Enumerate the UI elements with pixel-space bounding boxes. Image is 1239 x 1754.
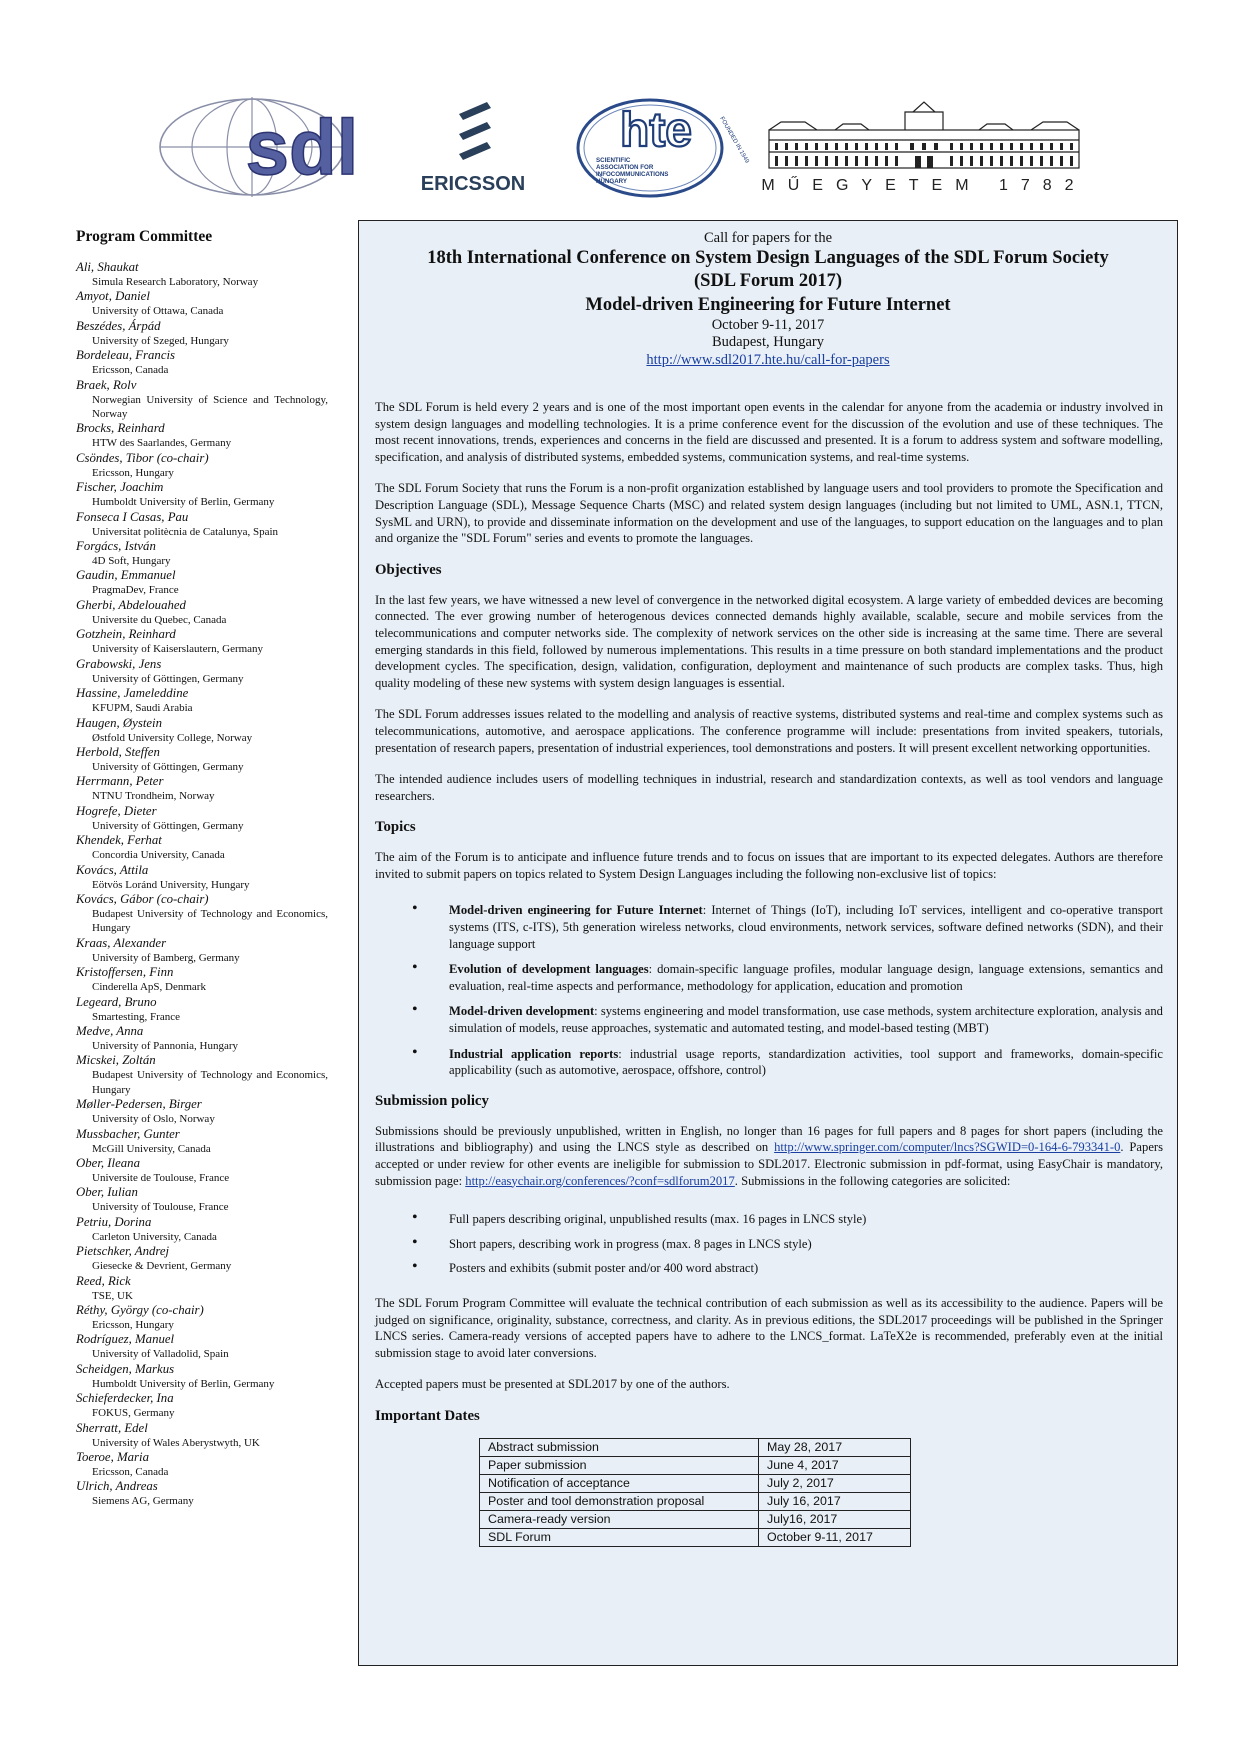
member-affiliation: McGill University, Canada (92, 1142, 211, 1155)
member-name: Mussbacher, Gunter (76, 1126, 180, 1141)
committee-member (76, 1127, 328, 1156)
hte-caption-line: INFOCOMMUNICATIONS (596, 171, 669, 178)
topic-text: : systems engineering and model transformation, use case methods, system architecture exploration, analysis and simulation of models, reuse approaches, systematic and automated testing, and model-based testing (MBT) (449, 1004, 1163, 1036)
member-affiliation: Norwegian University of Science and Technology, Norway (92, 393, 328, 421)
member-name: Kovács, Gábor (co-chair) (76, 891, 209, 906)
date-event: Poster and tool demonstration proposal (480, 1492, 759, 1510)
member-name: Hassine, Jameleddine (76, 686, 189, 701)
conference-dates: October 9-11, 2017 (711, 317, 825, 333)
member-name: Beszédes, Árpád (76, 318, 161, 333)
member-name: Kristoffersen, Finn (76, 965, 174, 980)
committee-member (76, 995, 328, 1024)
member-affiliation: Concordia University, Canada (92, 849, 225, 862)
submission-text: . Submissions in the following categories are solicited: (734, 1173, 1011, 1188)
committee-member (76, 480, 328, 509)
member-affiliation: Eötvös Loránd University, Hungary (92, 878, 250, 891)
member-affiliation: TSE, UK (92, 1289, 133, 1302)
date-event: Paper submission (480, 1456, 759, 1474)
committee-member (76, 598, 328, 627)
date-event: Camera-ready version (480, 1510, 759, 1528)
committee-member (76, 1479, 328, 1508)
submission-paragraph (375, 1123, 1163, 1189)
member-name: Sherratt, Edel (76, 1420, 148, 1435)
member-name: Csöndes, Tibor (co-chair) (76, 450, 209, 465)
member-affiliation: Østfold University College, Norway (92, 731, 253, 744)
conference-url-link[interactable]: http://www.sdl2017.hte.hu/call-for-papers (646, 352, 890, 368)
submission-category: • Short papers, describing work in progress (max. 8 pages in LNCS style) (449, 1236, 1163, 1253)
objectives-paragraph: The intended audience includes users of modelling techniques in industrial, research and standardization contexts, as well as tool vendors and language researchers. (375, 772, 1163, 803)
member-affiliation: University of Wales Aberystwyth, UK (92, 1436, 260, 1449)
table-row (480, 1510, 911, 1528)
topic-text: : domain-specific language profiles, modular language design, language extensions, semantics and evaluation, real-time aspects and performance, methodology for application, education and promotion (449, 962, 1163, 993)
date-value: October 9-11, 2017 (759, 1528, 911, 1546)
hte-caption-line: ASSOCIATION FOR (596, 164, 654, 171)
member-affiliation: Simula Research Laboratory, Norway (92, 276, 259, 288)
member-affiliation: 4D Soft, Hungary (92, 555, 171, 568)
committee-member (76, 745, 328, 774)
submission-text: Submissions should be previously unpublished, written in English, no longer than 16 pages for full papers and 8 pages for short papers (including the illustrations and bibliography) and using the LNCS style as described on (375, 1123, 1163, 1155)
committee-member (76, 1362, 328, 1391)
ericsson-logo (413, 98, 533, 200)
committee-member (76, 833, 328, 862)
member-affiliation: Cinderella ApS, Denmark (92, 981, 206, 994)
logo-strip (0, 0, 1239, 210)
member-name: Grabowski, Jens (76, 656, 162, 671)
member-affiliation: University of Szeged, Hungary (92, 334, 229, 347)
submission-paragraph: Accepted papers must be presented at SDL2017 by one of the authors. (375, 1377, 730, 1392)
member-name: Micskei, Zoltán (76, 1053, 156, 1068)
member-affiliation: University of Valladolid, Spain (92, 1348, 229, 1361)
committee-member (76, 965, 328, 994)
member-name: Toeroe, Maria (76, 1450, 149, 1465)
committee-member-list (76, 260, 328, 1509)
committee-member (76, 451, 328, 480)
member-name: Gaudin, Emmanuel (76, 568, 176, 583)
date-value: June 4, 2017 (759, 1456, 911, 1474)
member-affiliation: NTNU Trondheim, Norway (92, 790, 215, 803)
bme-logo (761, 100, 1087, 200)
member-affiliation: Ericsson, Hungary (92, 466, 174, 479)
member-affiliation: KFUPM, Saudi Arabia (92, 702, 193, 715)
committee-member (76, 936, 328, 965)
member-affiliation: Ericsson, Canada (92, 364, 169, 377)
member-affiliation: Ericsson, Hungary (92, 1319, 174, 1332)
date-event: Notification of acceptance (480, 1474, 759, 1492)
member-affiliation: Ericsson, Canada (92, 1466, 169, 1479)
committee-member (76, 289, 328, 318)
member-name: Herbold, Steffen (76, 744, 160, 759)
member-name: Khendek, Ferhat (76, 833, 162, 848)
submission-categories-list (375, 1211, 1163, 1277)
committee-member (76, 892, 328, 936)
topic-item (449, 902, 1163, 952)
member-name: Kovács, Attila (76, 862, 149, 877)
committee-member (76, 1156, 328, 1185)
sdl-logo-text: sdl (245, 103, 359, 191)
member-affiliation: University of Ottawa, Canada (92, 305, 224, 318)
committee-member (76, 1244, 328, 1273)
member-name: Scheidgen, Markus (76, 1361, 175, 1376)
committee-member (76, 1215, 328, 1244)
member-name: Fischer, Joachim (76, 480, 164, 495)
member-name: Rodríguez, Manuel (76, 1332, 175, 1347)
member-name: Fonseca I Casas, Pau (76, 509, 189, 524)
table-row (480, 1438, 911, 1456)
committee-member (76, 348, 328, 377)
table-row (480, 1492, 911, 1510)
member-affiliation: Smartesting, France (92, 1010, 180, 1023)
member-name: Kraas, Alexander (76, 935, 167, 950)
committee-member (76, 378, 328, 422)
committee-member (76, 686, 328, 715)
member-affiliation: Humboldt University of Berlin, Germany (92, 1377, 275, 1390)
member-affiliation: Giesecke & Devrient, Germany (92, 1260, 232, 1273)
topic-item (449, 1046, 1163, 1079)
committee-member (76, 1421, 328, 1450)
objectives-heading: Objectives (375, 561, 442, 578)
member-name: Gherbi, Abdelouahed (76, 597, 186, 612)
member-affiliation: University of Göttingen, Germany (92, 819, 244, 832)
topic-title: Model-driven development (449, 1004, 595, 1019)
committee-member (76, 510, 328, 539)
topic-item (449, 1003, 1163, 1036)
topic-text: : Internet of Things (IoT), including IoT services, intelligent and co-operative transport systems (ITS, c-ITS), 5th generation wireless networks, cloud environments, network services, software defined networks (SDN), and their language support (449, 903, 1163, 951)
member-affiliation: University of Göttingen, Germany (92, 672, 244, 685)
easychair-link[interactable]: http://easychair.org/conferences/?conf=sdlforum2017 (465, 1173, 735, 1188)
member-affiliation: University of Kaiserslautern, Germany (92, 643, 264, 656)
hte-caption-line: HUNGARY (596, 178, 628, 185)
member-affiliation: University of Pannonia, Hungary (92, 1039, 239, 1052)
cfp-content (375, 399, 1163, 1547)
date-value: May 28, 2017 (759, 1438, 911, 1456)
committee-member (76, 1450, 328, 1479)
table-row (480, 1456, 911, 1474)
member-name: Réthy, György (co-chair) (76, 1303, 204, 1318)
member-affiliation: PragmaDev, France (92, 584, 179, 597)
hte-caption-line: SCIENTIFIC (596, 157, 631, 164)
member-name: Gotzhein, Reinhard (76, 627, 176, 642)
committee-member (76, 1274, 328, 1303)
member-name: Hogrefe, Dieter (76, 803, 157, 818)
submission-text: . Papers accepted or under review for other events are ineligible for submission to SDL2017. Electronic submission in pdf-format, using EasyChair is mandatory, submission page: (375, 1140, 1163, 1188)
member-affiliation: Humboldt University of Berlin, Germany (92, 496, 275, 509)
topic-title: Model-driven engineering for Future Internet (449, 903, 703, 918)
hte-logo-text: hte (620, 104, 692, 157)
committee-member (76, 774, 328, 803)
member-name: Legeard, Bruno (76, 994, 157, 1009)
member-name: Haugen, Øystein (76, 715, 163, 730)
committee-member (76, 804, 328, 833)
member-name: Brocks, Reinhard (76, 421, 165, 436)
member-name: Herrmann, Peter (76, 774, 164, 789)
topic-title: Industrial application reports (449, 1046, 619, 1061)
member-name: Reed, Rick (76, 1273, 131, 1288)
member-affiliation: Budapest University of Technology and Economics, Hungary (92, 1069, 328, 1096)
committee-member (76, 1097, 328, 1126)
submission-category: • Full papers describing original, unpublished results (max. 16 pages in LNCS style) (449, 1211, 1163, 1228)
member-affiliation: University of Bamberg, Germany (92, 951, 240, 964)
hte-founded-text: FOUNDED IN 1949 (718, 116, 750, 165)
lncs-style-link[interactable]: http://www.springer.com/computer/lncs?SGWID=0-164-6-793341-0 (774, 1140, 1121, 1155)
cfp-intro-line: Call for papers for the (703, 230, 833, 246)
topic-text: : industrial usage reports, standardization activities, tool support and frameworks, domain-specific applicability (such as automotive, aerospace, offshore, control) (449, 1046, 1163, 1078)
committee-member (76, 657, 328, 686)
member-affiliation: HTW des Saarlandes, Germany (92, 437, 232, 450)
committee-member (76, 627, 328, 656)
committee-member (76, 421, 328, 450)
topics-intro: The aim of the Forum is to anticipate and influence future trends and to focus on issues that are important to its expected delegates. Authors are therefore invited to submit papers on topics related to System Design Languages including the following non-exclusive list of topics: (375, 850, 1163, 881)
cfp-header (359, 221, 1177, 369)
member-name: Ober, Iulian (76, 1185, 138, 1200)
submission-paragraph: The SDL Forum Program Committee will evaluate the technical contribution of each submission as well as its accessibility to the audience. Papers will be judged on significance, originality, substance, correctness, and clarity. As in previous editions, the SDL2017 proceedings will be published in the Springer LNCS series. Camera-ready versions of accepted papers have to adhere to the LNCS_format. LaTeX2e is recommended, preferably even at the initial submission stage to avoid later conversions. (375, 1295, 1163, 1360)
intro-paragraph: The SDL Forum Society that runs the Forum is a non-profit organization established by language users and tool providers to promote the Specification and Description Language (SDL), Message Sequence Charts (MSC) and related system design languages (including but not limited to UML, ASN.1, TTCN, SysML and URN), to provide and disseminate information on the development and use of the languages, to support education on the languages and to plan and organize the "SDL Forum" series and events to promote the languages. (375, 481, 1163, 546)
topics-heading: Topics (375, 819, 416, 836)
committee-member (76, 716, 328, 745)
member-name: Ulrich, Andreas (76, 1479, 158, 1494)
member-name: Ober, Ileana (76, 1156, 140, 1170)
committee-member (76, 863, 328, 892)
member-name: Petriu, Dorina (76, 1214, 152, 1229)
committee-member (76, 1303, 328, 1332)
submission-category: • Posters and exhibits (submit poster and/or 400 word abstract) (449, 1260, 1163, 1277)
committee-heading: Program Committee (76, 228, 213, 245)
submission-heading: Submission policy (375, 1092, 489, 1109)
member-affiliation: University of Göttingen, Germany (92, 760, 244, 773)
date-event: SDL Forum (480, 1528, 759, 1546)
call-for-papers-box (358, 220, 1178, 1666)
date-event: Abstract submission (480, 1438, 759, 1456)
objectives-paragraph: In the last few years, we have witnessed a new level of convergence in the networked digital ecosystem. A large variety of embedded devices are becoming connected. The ever growing number of heterogenous devices connected demands highly available, scalable, secure and mobile services from the telecommunications and computer networks side. The complexity of network services on the other side is increasing at the same time. There are several emerging standards in this field, followed by numerous implementations. This results in a time pressure on both standard implementations and the product development cycles. The specification, design, validation, configuration, deployment and maintenance of such products are complex tasks. Thus, high quality modeling of these new systems with system design languages is essential. (375, 592, 1163, 690)
conference-location: Budapest, Hungary (712, 334, 824, 350)
conference-theme: Model-driven Engineering for Future Internet (585, 295, 951, 315)
important-dates-table (479, 1438, 911, 1547)
member-name: Forgács, István (76, 539, 156, 554)
member-affiliation: University of Toulouse, France (92, 1201, 229, 1214)
intro-paragraph: The SDL Forum is held every 2 years and is one of the most important open events in the calendar for anyone from the academia or industry involved in system design languages and modelling technologies. It is a prime conference event for the discussion of the evolution and use of these techniques. The most recent innovations, trends, experiences and concerns in the field are discussed and presented. It is a forum to address system and software modelling, specification, and analysis of distributed systems, embedded systems, communication systems, and real-time systems. (375, 400, 1163, 464)
member-affiliation: FOKUS, Germany (92, 1407, 175, 1420)
conference-title: 18th International Conference on System Design Languages of the SDL Forum Society (427, 248, 1109, 268)
member-affiliation: Siemens AG, Germany (92, 1495, 194, 1508)
member-affiliation: Universite du Quebec, Canada (92, 613, 227, 626)
topic-item (449, 961, 1163, 994)
member-affiliation: Universite de Toulouse, France (92, 1172, 230, 1184)
member-name: Braek, Rolv (76, 377, 137, 392)
member-name: Ali, Shaukat (76, 260, 139, 274)
committee-member (76, 1024, 328, 1053)
date-value: July 16, 2017 (759, 1492, 911, 1510)
member-affiliation: University of Oslo, Norway (92, 1113, 215, 1126)
date-value: July 2, 2017 (759, 1474, 911, 1492)
date-value: July16, 2017 (759, 1510, 911, 1528)
topic-title: Evolution of development languages (449, 962, 649, 977)
member-name: Møller-Pedersen, Birger (76, 1097, 202, 1112)
ericsson-logo-text: ERICSSON (420, 173, 526, 195)
table-row (480, 1528, 911, 1546)
bme-logo-text: MŰEGYETEM 1782 (761, 177, 1087, 194)
member-affiliation: Universitat politècnia de Catalunya, Spain (92, 525, 279, 538)
table-row (480, 1474, 911, 1492)
topics-list (375, 902, 1163, 1078)
committee-member (76, 1332, 328, 1361)
member-name: Pietschker, Andrej (76, 1244, 170, 1259)
hte-logo (570, 96, 750, 200)
committee-member (76, 319, 328, 348)
member-name: Schieferdecker, Ina (76, 1391, 174, 1406)
member-name: Amyot, Daniel (76, 289, 150, 304)
committee-member (76, 260, 328, 289)
sdl-logo (152, 92, 382, 202)
committee-member (76, 1185, 328, 1214)
objectives-paragraph: The SDL Forum addresses issues related to the modelling and analysis of reactive systems, distributed systems and real-time and complex systems such as telecommunications, automotive, and aerospace applications. The conference programme will include: presentations from invited speakers, tutorials, presentation of research papers, presentation of industrial experiences, tool demonstrations and posters. It will present excellent networking opportunities. (375, 707, 1163, 755)
member-affiliation: Carleton University, Canada (92, 1230, 217, 1243)
member-name: Bordeleau, Francis (76, 348, 176, 363)
committee-member (76, 1391, 328, 1420)
important-dates-heading: Important Dates (375, 1407, 480, 1424)
program-committee (76, 228, 328, 1509)
member-affiliation: Budapest University of Technology and Economics, Hungary (92, 907, 328, 935)
committee-member (76, 1053, 328, 1097)
member-name: Medve, Anna (76, 1023, 144, 1038)
committee-member (76, 539, 328, 568)
conference-short-title: (SDL Forum 2017) (694, 271, 842, 291)
committee-member (76, 568, 328, 597)
